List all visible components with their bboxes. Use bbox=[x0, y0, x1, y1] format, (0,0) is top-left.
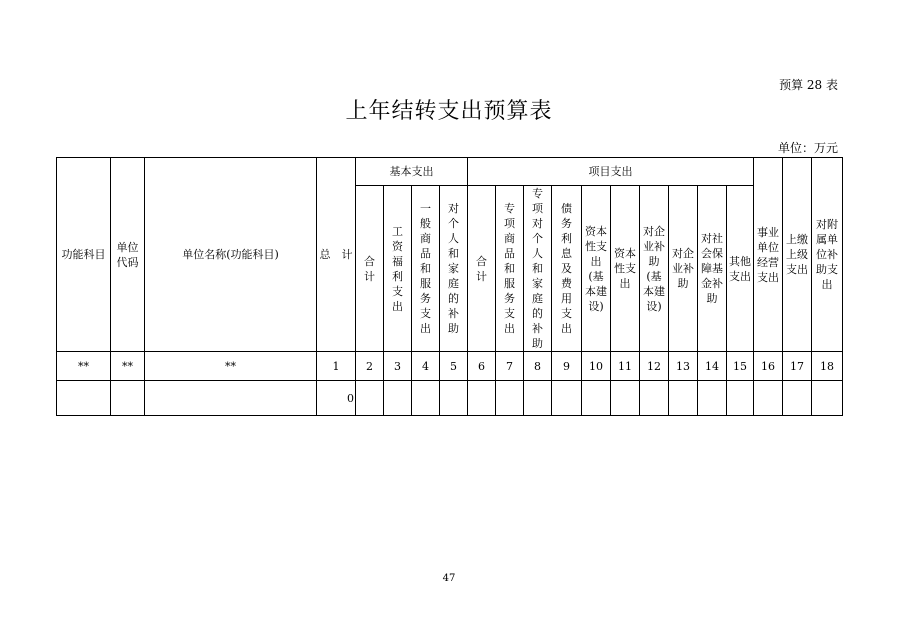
basic-col-text: 合计 bbox=[364, 254, 375, 283]
project-col-text: 对企业补助(基本建设) bbox=[643, 224, 665, 313]
index-cell: 4 bbox=[412, 352, 440, 381]
data-cell bbox=[145, 381, 317, 416]
index-cell: 3 bbox=[384, 352, 412, 381]
data-cell bbox=[468, 381, 496, 416]
index-cell: 7 bbox=[496, 352, 524, 381]
index-cell: 8 bbox=[524, 352, 552, 381]
index-cell: 5 bbox=[440, 352, 468, 381]
project-col-header bbox=[611, 186, 640, 352]
data-cell bbox=[111, 381, 145, 416]
project-col-text: 债务利息及费用支出 bbox=[561, 202, 572, 335]
header-subsidiary-text: 对附属单位补助支出 bbox=[816, 218, 838, 291]
header-superior-text: 上缴上级支出 bbox=[786, 233, 808, 276]
data-cell bbox=[384, 381, 412, 416]
data-cell bbox=[524, 381, 552, 416]
header-func-subject: 功能科目 bbox=[57, 158, 111, 352]
project-col-text: 专项商品和服务支出 bbox=[504, 202, 515, 335]
data-cell bbox=[611, 381, 640, 416]
project-col-header bbox=[640, 186, 669, 352]
basic-col-header bbox=[412, 186, 440, 352]
page-title: 上年结转支出预算表 bbox=[345, 99, 553, 124]
project-col-text: 对社会保障基金补助 bbox=[701, 232, 723, 305]
data-cell bbox=[552, 381, 582, 416]
index-cell: 11 bbox=[611, 352, 640, 381]
project-col-header bbox=[669, 186, 698, 352]
header-business-operation-text: 事业单位经营支出 bbox=[757, 225, 779, 284]
project-col-text: 专项对个人和家庭的补助 bbox=[532, 187, 543, 350]
project-col-header bbox=[496, 186, 524, 352]
project-col-header bbox=[552, 186, 582, 352]
header-unit-code-text: 单位代码 bbox=[116, 240, 139, 269]
basic-col-text: 对个人和家庭的补助 bbox=[448, 202, 459, 335]
basic-col-text: 工资福利支出 bbox=[392, 224, 403, 313]
index-cell: ** bbox=[111, 352, 145, 381]
data-cell bbox=[698, 381, 727, 416]
data-cell bbox=[582, 381, 611, 416]
project-col-text: 对企业补助 bbox=[672, 247, 694, 290]
basic-col-header bbox=[356, 186, 384, 352]
index-cell: 10 bbox=[582, 352, 611, 381]
data-cell-total: 0 bbox=[317, 381, 356, 416]
page-number: 47 bbox=[442, 573, 456, 584]
header-row-1 bbox=[57, 158, 843, 186]
data-cell bbox=[669, 381, 698, 416]
header-basic-expenditure: 基本支出 bbox=[356, 158, 468, 186]
data-cell bbox=[412, 381, 440, 416]
header-total: 总 计 bbox=[317, 158, 356, 352]
index-cell: ** bbox=[57, 352, 111, 381]
index-cell: 17 bbox=[783, 352, 812, 381]
project-col-header bbox=[468, 186, 496, 352]
data-cell bbox=[440, 381, 468, 416]
index-cell: 16 bbox=[754, 352, 783, 381]
project-col-header bbox=[524, 186, 552, 352]
header-business-operation bbox=[754, 158, 783, 352]
index-cell: 6 bbox=[468, 352, 496, 381]
project-col-header bbox=[582, 186, 611, 352]
header-unit-name: 单位名称(功能科目) bbox=[145, 158, 317, 352]
project-col-text: 资本性支出(基本建设) bbox=[585, 224, 607, 313]
budget-table bbox=[56, 157, 843, 416]
header-project-expenditure: 项目支出 bbox=[468, 158, 754, 186]
project-col-header bbox=[727, 186, 754, 352]
project-col-header bbox=[698, 186, 727, 352]
index-cell: ** bbox=[145, 352, 317, 381]
project-col-text: 资本性支出 bbox=[614, 247, 636, 290]
basic-col-header bbox=[384, 186, 412, 352]
data-cell bbox=[783, 381, 812, 416]
header-subsidiary bbox=[812, 158, 843, 352]
basic-col-text: 一般商品和服务支出 bbox=[420, 202, 431, 335]
index-row bbox=[57, 352, 843, 381]
index-cell: 12 bbox=[640, 352, 669, 381]
index-cell: 18 bbox=[812, 352, 843, 381]
data-cell bbox=[57, 381, 111, 416]
data-cell bbox=[356, 381, 384, 416]
project-col-text: 合计 bbox=[476, 254, 487, 283]
unit-label: 单位：万元 bbox=[777, 141, 838, 155]
form-number: 预算 28 表 bbox=[779, 78, 838, 92]
project-col-text: 其他支出 bbox=[729, 254, 751, 283]
data-row bbox=[57, 381, 843, 416]
index-cell: 14 bbox=[698, 352, 727, 381]
data-cell bbox=[754, 381, 783, 416]
data-cell bbox=[727, 381, 754, 416]
index-cell: 13 bbox=[669, 352, 698, 381]
data-cell bbox=[640, 381, 669, 416]
data-cell bbox=[812, 381, 843, 416]
index-cell: 15 bbox=[727, 352, 754, 381]
data-cell bbox=[496, 381, 524, 416]
index-cell: 9 bbox=[552, 352, 582, 381]
header-unit-code bbox=[111, 158, 145, 352]
index-cell: 1 bbox=[317, 352, 356, 381]
index-cell: 2 bbox=[356, 352, 384, 381]
basic-col-header bbox=[440, 186, 468, 352]
header-superior bbox=[783, 158, 812, 352]
